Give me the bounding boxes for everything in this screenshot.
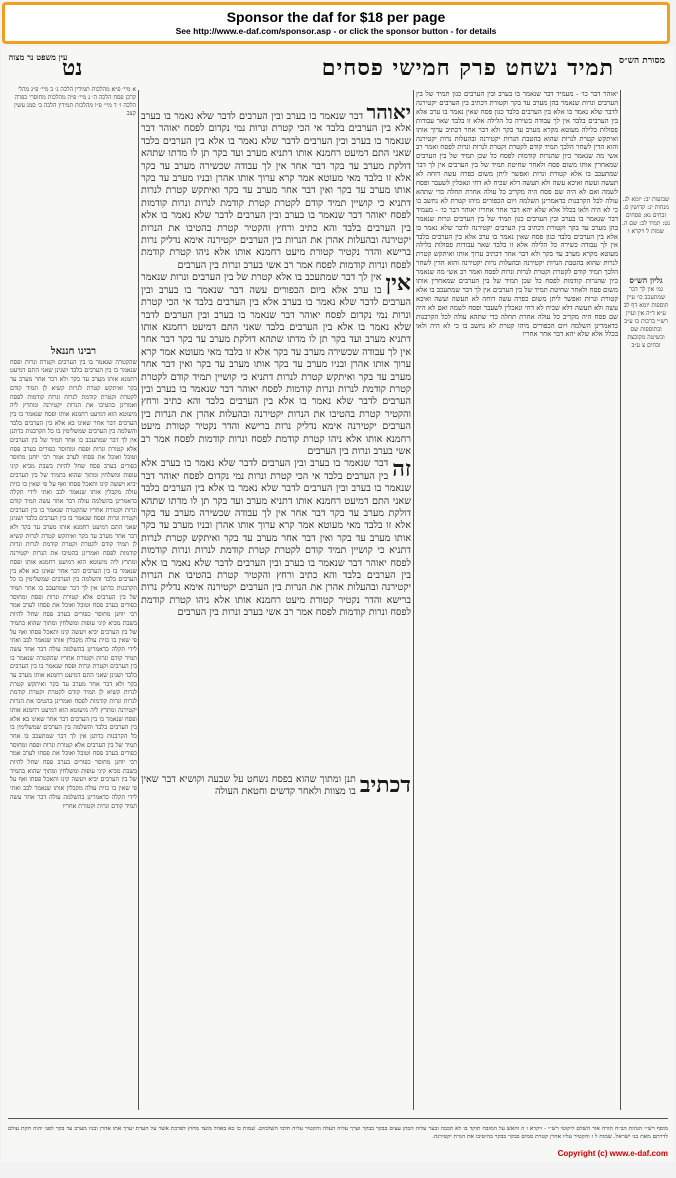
masoret-hashas-header: מסורת הש״ס bbox=[619, 56, 665, 66]
gemara-section-word-1: אין bbox=[385, 270, 411, 297]
masoret-references: שבועות יב: יומא לג. מנחות יג: קדושין ס. זבחים נא: פסחים נט: תמיד לב: שם ה. שמות ל ויקרא ו bbox=[622, 196, 670, 235]
gemara-text-cont2: דבר שנאמר בו בערב ובין הערבים לדבר שלא נאמר בו בערב אלא בין הערבים בלבד אי הכי קטרת ונרות נמי נקדום לפסח יאוהר דבר שנאמר בו בערב ובין הערבים לדבר שלא נאמר בו אלא בין הערבים בלבד שאני התם דמיעט רחמנא אותו דתניא מערב ועד בקר תן לו מדתו שתהא דולקת מערב עד בקר דבר אחר אין לך עבודה שכשירה מערב עד בקר אלא זו בלבד מאי מעוטא אמר קרא ערוך אותו אהרן ובניו מערב עד בקר אותו מערב עד בקר ואין דבר אחר מערב עד בקר ואיתקש קטרת לנרות דתניא כי קושיין תמיד קודם לקטרת קטרת קודמת לנרות ונרות קודמות לפסח יאוהר דבר שנאמר בו בערב ובין הערבים לדבר שלא נאמר בו אלא בין הערבים בלבד והא כתיב ורחץ והקטיר קטרת בהטיבו את הנרות יקטירנה ובהעלות אהרן את הנרות בין הערבים יקטירנה אימא נדליק נרות ברישא והדר נקטיר קטורת מיעט רחמנא אותו אלא ניהו קטרת קודמת לפסח ונרות קודמות לפסח אמר רב אשי בערב ונרות בין הערבים bbox=[141, 458, 411, 619]
gemara-section-word-3: זה bbox=[392, 456, 411, 483]
bottom-notes: מוסף רש״י הגהות הב״ח תורה אור השלם ליקוטי רש״י - ויקרא ו ה והאש על המזבח תוקד בו לא תכבה ובער עליה הכהן עצים בבקר בבקר וערך עליה העלה והקטיר עליה חלבי השלמים. שמות כז כא באהל מועד מחוץ לפרכת אשר על העדת יערך אתו אהרן ובניו מערב עד בקר לפני יהוה חקת עולם לדרתם מאת בני ישראל. שמות ל ז והקטיר עליו אהרן קטרת סמים בבקר בבקר בהיטיבו את הנרת יקטירנה. bbox=[8, 1126, 668, 1140]
gemara-section-word-4: דכתיב bbox=[359, 774, 411, 798]
column-divider-center bbox=[413, 90, 414, 1110]
column-divider-right bbox=[620, 90, 621, 1110]
gemara-text-cont: דבר שנאמר בו בערב ובין הערבים לדבר שלא נאמר בו בערב אלא בין הערבים בלבד אי הכי קטרת ונרות נמי נקדום לפסח יאוהר דבר שנאמר בו בערב ובין הערבים לדבר שלא נאמר בו אלא בין הערבים בלבד שאני התם דמיעט רחמנא אותו דתניא מערב ועד בקר תן לו מדתו שתהא דולקת מערב עד בקר דבר אחר אין לך עבודה שכשירה מערב עד בקר אלא זו בלבד מאי מעוטא אמר קרא ערוך אותו אהרן ובניו מערב עד בקר אותו מערב עד בקר ואין דבר אחר מערב עד בקר ואיתקש קטרת לנרות דתניא כי קושיין תמיד קודם לקטרת קטרת קודמת לנרות ונרות קודמות לפסח יאוהר דבר שנאמר בו בערב ובין הערבים לדבר שלא נאמר בו אלא בין הערבים בלבד והא כתיב ורחץ והקטיר קטרת בהטיבו את הנרות יקטירנה ובהעלות אהרן את הנרות בין הערבים יקטירנה אימא נדליק נרות ברישא והדר נקטיר קטורת מיעט רחמנא אותו אלא ניהו קטרת קודמת לפסח ונרות קודמות לפסח אמר רב אשי בערב ונרות בין הערבים bbox=[141, 284, 411, 457]
ein-mishpat-notes: א מיי׳ פ״א מהלכות תמידין הלכה ג׳ ב מיי׳ פ״ג מהל׳ קרבן פסח הלכה ה׳ ג מיי׳ פ״ה מהלכות מחוסרי כפרה הלכה ו׳ ד מיי׳ פ״ו מהלכות תמידין הלכה ב׳ סמג עשין קצב bbox=[14, 86, 136, 117]
rabbeinu-chananel-head: רבינו חננאל bbox=[50, 346, 97, 357]
gemara-opening-word: יאוהר bbox=[366, 106, 411, 124]
column-divider-left bbox=[138, 90, 139, 1110]
talmud-page bbox=[2, 46, 674, 1162]
rashi-column bbox=[416, 90, 618, 1110]
rabbeinu-chananel-text: שהקטרה שנאמר בו בין הערבים וקטרת ונרות ופסח שנאמר בו בין הערבים בלבד ושנינן שאני התם דמיעט רחמנא אותו מערב עד בקר ולא דבר אחר מערב עד בקר ואיתקש קטרת לנרות קשיא לן תמיד קודם לקטרת וקטרת קודמת לנרות ונרות קודמות לפסח ואמרינן בהטיבו את הנרות יקטירנה ומתרץ ליה מיעוטא הוא דמיעט רחמנא אותו ופסח שנאמר בו בין הערבים דבר אחר שאינו בא אלא בין הערבים בלבד והשלמה בין הערבים שמשלימין בו כל הקרבנות כדתנן אין לך דבר שמתעכב בו אחר תמיד של בין הערבים אלא קטורת ונרות ופסח ומחוסר כפורים בערב פסח וטובל ואוכל את פסחו לערב אמר רבי יוחנן מחוסר כפורים בערב פסח שחל להיות בשבת מביא קיני עופות ומשלחין ומתוך שהוא בתמיד של בין הערבים יביא ויעשה קינו ותאכל פסחו ואף על פי שאין בו כזית עולה מקבלין אותו שנאמר לבב ואתי לידי תקלה כדאמרינן בהשלמה עולה דבר אחר עשה תמיד קודם ונרות וקטורת אחריו bbox=[10, 358, 137, 514]
copyright-link[interactable]: Copyright (c) www.e-daf.com bbox=[557, 1149, 668, 1158]
banner-subtitle[interactable]: See http://www.e-daf.com/sponsor.asp - or click the sponsor button - for details bbox=[175, 26, 497, 36]
rabbeinu-chananel-text-cont2: שהקטרה שנאמר בו בין הערבים וקטרת ונרות ופסח שנאמר בו בין הערבים בלבד ושנינן שאני התם דמיעט רחמנא אותו מערב עד בקר ולא דבר אחר מערב עד בקר ואיתקש קטרת לנרות קשיא לן תמיד קודם לקטרת וקטרת קודמת לנרות ונרות קודמות לפסח ואמרינן בהטיבו את הנרות יקטירנה ומתרץ ליה מיעוטא הוא דמיעט רחמנא אותו ופסח שנאמר בו בין הערבים דבר אחר שאינו בא אלא בין הערבים בלבד והשלמה בין הערבים שמשלימין בו כל הקרבנות כדתנן אין לך דבר שמתעכב בו אחר תמיד של בין הערבים אלא קטורת ונרות ופסח ומחוסר כפורים בערב פסח וטובל ואוכל את פסחו לערב אמר רבי יוחנן מחוסר כפורים בערב פסח שחל להיות בשבת מביא קיני עופות ומשלחין ומתוך שהוא בתמיד של בין הערבים יביא ויעשה קינו ותאכל פסחו ואף על פי שאין בו כזית עולה מקבלין אותו שנאמר לבב ואתי לידי תקלה כדאמרינן בהשלמה עולה דבר אחר עשה תמיד קודם ונרות וקטורת אחריו bbox=[10, 654, 137, 810]
rashi-text-cont: יאוהר דבר כו׳ - מעמיד דבר שנאמר בו בערב ובין הערבים כגון תמיד של בין הערבים ונרות שנאמר בהן מערב עד בקר וקטורת דכתיב בין הערבים יקטירנה לדבר שלא נאמר בו אלא בין הערבים בלבד כגון פסח שאין נאמר בו ערב אלא בין הערבים בלבד אין לך עבודה כשירה כל הלילה אלא זו בלבד שאר עבודות פסולות בלילה מעוטא מקרא מערב עד בקר ולא דבר אחר דכתיב ערוך אותו ואיתקש קטרת לנרות שהוא בהטבת הנרות יקטירנה ובהעלות נרות יקטירנה והוא הדין לשחר הלכך תמיד קודם לקטרת וקטרת לנרות ונרות לפסח ואמר רב אשי מה שנאמר כיון שהנרות קודמות לפסח כל שכן תמיד של בין הערבים שמאחרין אותו משום פסח ולאחר שחיטת תמיד של בין הערבים אין לך דבר שמתעכב בו אלא קטורת ונרות ואפשר ליתן משום כפרה עשה דוחה לא תעשה ועשה ואיכא עשה ולא תעשה דלא שכיח לא דחי ונאכלין לשעבר ופסח לשמה ואם לא היה שם פסח היה מקריב כל עולה אחרת תחלה כדי שתהא עולה לכל הקרבנות כדאמרינן השלמה ויום הכפורים מיהו קטרת לא נחשב בו כי לא היה ולאו בכלל אלא שלא יהא דבר אחר אחריו bbox=[416, 205, 618, 339]
page-header bbox=[62, 50, 614, 86]
rabbeinu-chananel-column bbox=[10, 346, 137, 1116]
gilyon-hashas-head: גליון הש״ס bbox=[629, 275, 663, 285]
margin-notes bbox=[622, 196, 670, 1096]
ein-mishpat-header: עין משפט נר מצוה bbox=[8, 52, 68, 62]
gemara-end-note: תנן ומתוך שהוא בפסח נשחט על שבעה וקושיא דבר שאין בו מצוות ולאחר קדשים וחטאת העולה bbox=[141, 774, 356, 798]
rabbeinu-chananel-text-cont: שהקטרה שנאמר בו בין הערבים וקטרת ונרות ופסח שנאמר בו בין הערבים בלבד ושנינן שאני התם דמיעט רחמנא אותו מערב עד בקר ולא דבר אחר מערב עד בקר ואיתקש קטרת לנרות קשיא לן תמיד קודם לקטרת וקטרת קודמת לנרות ונרות קודמות לפסח ואמרינן בהטיבו את הנרות יקטירנה ומתרץ ליה מיעוטא הוא דמיעט רחמנא אותו ופסח שנאמר בו בין הערבים דבר אחר שאינו בא אלא בין הערבים בלבד והשלמה בין הערבים שמשלימין בו כל הקרבנות כדתנן אין לך דבר שמתעכב בו אחר תמיד של בין הערבים אלא קטורת ונרות ופסח ומחוסר כפורים בערב פסח וטובל ואוכל את פסחו לערב אמר רבי יוחנן מחוסר כפורים בערב פסח שחל להיות בשבת מביא קיני עופות ומשלחין ומתוך שהוא בתמיד של בין הערבים יביא ויעשה קינו ותאכל פסחו ואף על פי שאין בו כזית עולה מקבלין אותו שנאמר לבב ואתי לידי תקלה כדאמרינן בהשלמה עולה דבר אחר עשה תמיד קודם ונרות וקטורת אחריו bbox=[10, 506, 137, 662]
banner-title[interactable]: Sponsor the daf for $18 per page bbox=[226, 9, 446, 25]
folio-number: נט bbox=[62, 55, 83, 81]
gemara-lower-column bbox=[141, 774, 411, 849]
running-title: תמיד נשחט פרק חמישי פסחים bbox=[321, 55, 614, 81]
rashi-text: יאוהר דבר כו׳ - מעמיד דבר שנאמר בו בערב ובין הערבים כגון תמיד של בין הערבים ונרות שנאמר בהן מערב עד בקר וקטורת דכתיב בין הערבים יקטירנה לדבר שלא נאמר בו אלא בין הערבים בלבד כגון פסח שאין נאמר בו ערב אלא בין הערבים בלבד אין לך עבודה כשירה כל הלילה אלא זו בלבד שאר עבודות פסולות בלילה מעוטא מקרא מערב עד בקר ולא דבר אחר דכתיב ערוך אותו ואיתקש קטרת לנרות שהוא בהטבת הנרות יקטירנה ובהעלות נרות יקטירנה והוא הדין לשחר הלכך תמיד קודם לקטרת וקטרת לנרות ונרות לפסח ואמר רב אשי מה שנאמר כיון שהנרות קודמות לפסח כל שכן תמיד של בין הערבים שמאחרין אותו משום פסח ולאחר שחיטת תמיד של בין הערבים אין לך דבר שמתעכב בו אלא קטורת ונרות ואפשר ליתן משום כפרה עשה דוחה לא תעשה ועשה ואיכא עשה ולא תעשה דלא שכיח לא דחי ונאכלין לשעבר ופסח לשמה ואם לא היה שם פסח היה מקריב כל עולה אחרת תחלה כדי שתהא עולה לכל הקרבנות כדאמרינן השלמה ויום הכפורים מיהו קטרת לא נחשב בו כי לא היה ולאו בכלל אלא שלא יהא דבר אחר אחריו bbox=[416, 90, 618, 214]
gilyon-hashas-text: גמ׳ אין לך דבר שמתעכב כו׳ עיין תוספות יומא דף לב ע״א ד״ה אין ועיין רש״י ברכות כו ע״ב ובתוספות שם ובשיטה מקובצת זבחים צ ע״ב bbox=[623, 286, 669, 349]
gemara-column bbox=[141, 106, 411, 766]
gemara-text: דבר שנאמר בו בערב ובין הערבים לדבר שלא נאמר בו בערב אלא בין הערבים בלבד אי הכי קטרת ונרות נמי נקדום לפסח יאוהר דבר שנאמר בו בערב ובין הערבים לדבר שלא נאמר בו אלא בין הערבים בלבד שאני התם דמיעט רחמנא אותו דתניא מערב ועד בקר תן לו מדתו שתהא דולקת מערב עד בקר דבר אחר אין לך עבודה שכשירה מערב עד בקר אלא זו בלבד מאי מעוטא אמר קרא ערוך אותו אהרן ובניו מערב עד בקר אותו מערב עד בקר ואין דבר אחר מערב עד בקר ואיתקש קטרת לנרות דתניא כי קושיין תמיד קודם לקטרת קטרת קודמת לנרות ונרות קודמות לפסח יאוהר דבר שנאמר בו בערב ובין הערבים לדבר שלא נאמר בו אלא בין הערבים בלבד והא כתיב ורחץ והקטיר קטרת בהטיבו את הנרות יקטירנה ובהעלות אהרן את הנרות בין הערבים יקטירנה אימא נדליק נרות ברישא והדר נקטיר קטורת מיעט רחמנא אותו אלא ניהו קטרת קודמת לפסח ונרות קודמות לפסח אמר רב אשי בערב ונרות בין הערבים bbox=[141, 111, 411, 271]
sponsor-banner[interactable] bbox=[2, 2, 670, 44]
bottom-divider bbox=[8, 1118, 668, 1119]
gemara-continuation: אין לך דבר שמתעכב בו אלא קטרת של בין הערבים ונרות שנאמר בו ערב אלא ביום הכפורים עשה bbox=[141, 272, 382, 296]
